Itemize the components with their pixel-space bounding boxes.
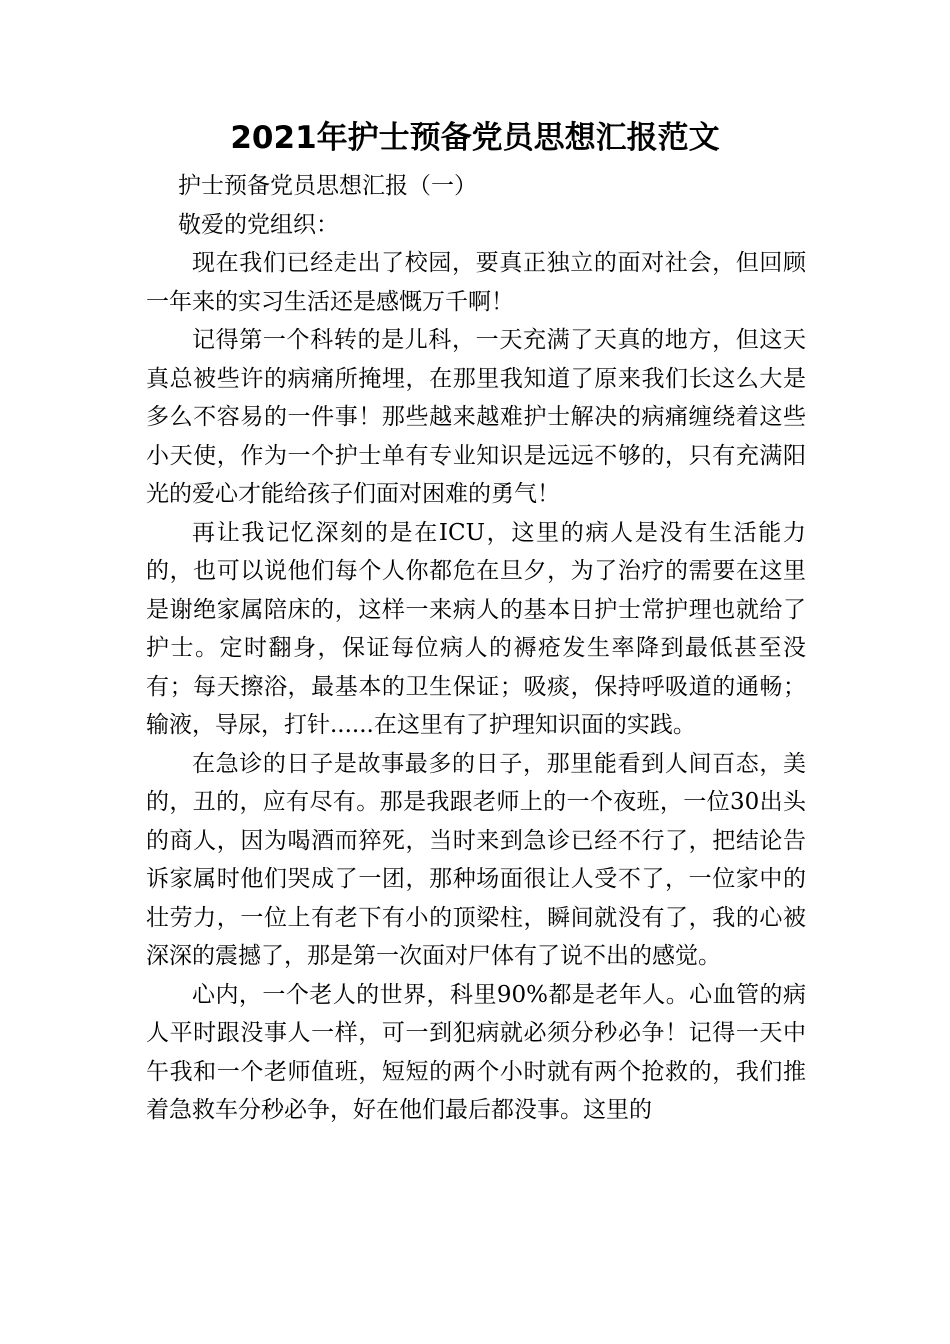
paragraph-cardiology: 心内，一个老人的世界，科里90%都是老年人。心血管的病人平时跟没事人一样，可一到犯病就必须分秒必争！记得一天中午我和一个老师值班，短短的两个小时就有两个抢救的，我们推着急救车分秒必争，好在他们最后都没事。这里的 [146,981,806,1123]
section-subtitle: 护士预备党员思想汇报（一） [178,173,477,199]
paragraph-pediatrics: 记得第一个科转的是儿科，一天充满了天真的地方，但这天真总被些许的病痛所掩埋，在那里我知道了原来我们长这么大是多么不容易的一件事！那些越来越难护士解决的病痛缠绕着这些小天使，作为一个护士单有专业知识是远远不够的，只有充满阳光的爱心才能给孩子们面对困难的勇气！ [146,327,806,507]
paragraph-emergency: 在急诊的日子是故事最多的日子，那里能看到人间百态，美的，丑的，应有尽有。那是我跟老师上的一个夜班，一位30出头的商人，因为喝酒而猝死，当时来到急诊已经不行了，把结论告诉家属时他们哭成了一团，那种场面很让人受不了，一位家中的壮劳力，一位上有老下有小的顶梁柱，瞬间就没有了，我的心被深深的震撼了，那是第一次面对尸体有了说不出的感觉。 [146,750,806,969]
document-body [146,167,806,1130]
paragraph-icu: 再让我记忆深刻的是在ICU，这里的病人是没有生活能力的，也可以说他们每个人你都危在旦夕，为了治疗的需要在这里是谢绝家属陪床的，这样一来病人的基本日护士常护理也就给了护士。定时翻身，保证每位病人的褥疮发生率降到最低甚至没有；每天擦浴，最基本的卫生保证；吸痰，保持呼吸道的通畅；输液，导尿，打针......在这里有了护理知识面的实践。 [146,519,806,738]
document-title: 2021年护士预备党员思想汇报范文 [230,120,720,156]
paragraph-intro: 现在我们已经走出了校园，要真正独立的面对社会，但回顾一年来的实习生活还是感慨万千啊！ [146,250,806,315]
salutation: 敬爱的党组织： [178,211,339,238]
